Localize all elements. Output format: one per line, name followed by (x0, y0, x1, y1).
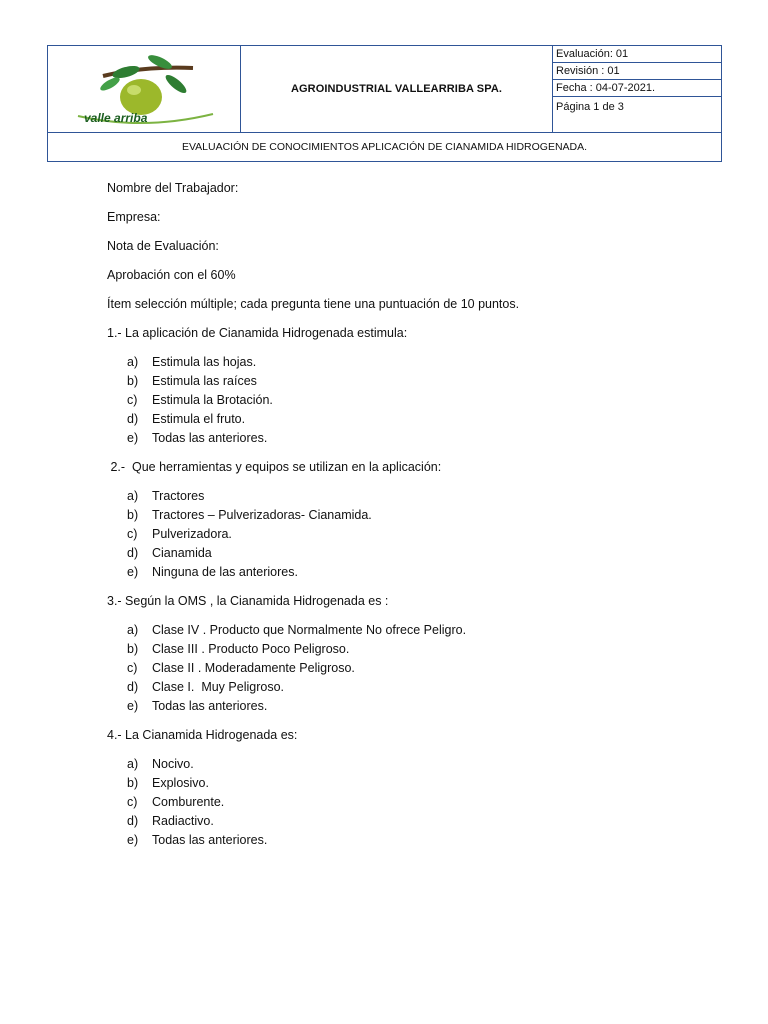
worker-name-field: Nombre del Trabajador: (107, 181, 239, 195)
option: d) Radiactivo. (127, 814, 214, 828)
approval-text: Aprobación con el 60% (107, 268, 236, 282)
document-header (47, 45, 722, 162)
option: c) Clase II . Moderadamente Peligroso. (127, 661, 355, 675)
meta-evaluation: Evaluación: 01 (553, 46, 721, 63)
option: a) Nocivo. (127, 757, 194, 771)
question-1: 1.- La aplicación de Cianamida Hidrogenada estimula: (107, 326, 408, 340)
option: d) Estimula el fruto. (127, 412, 246, 426)
meta-page: Página 1 de 3 (556, 101, 624, 113)
document-body (107, 179, 707, 860)
question-4-options (107, 755, 707, 850)
meta-date: Fecha : 04-07-2021. (553, 80, 721, 97)
option: b) Estimula las raíces (127, 374, 257, 388)
option: a) Tractores (127, 489, 205, 503)
document-title: EVALUACIÓN DE CONOCIMIENTOS APLICACIÓN DE CIANAMIDA HIDROGENADA. (48, 132, 721, 161)
meta-revision: Revisión : 01 (553, 63, 721, 80)
option: a) Estimula las hojas. (127, 355, 257, 369)
option: e) Todas las anteriores. (127, 431, 268, 445)
question-3: 3.- Según la OMS , la Cianamida Hidrogenada es : (107, 594, 389, 608)
option: c) Pulverizadora. (127, 527, 232, 541)
question-1-options (107, 353, 707, 448)
logo-cell (48, 46, 241, 132)
grade-field: Nota de Evaluación: (107, 239, 219, 253)
option: b) Tractores – Pulverizadoras- Cianamida. (127, 508, 372, 522)
option: e) Todas las anteriores. (127, 699, 268, 713)
option: e) Ninguna de las anteriores. (127, 565, 298, 579)
question-3-options (107, 621, 707, 716)
option: c) Comburente. (127, 795, 225, 809)
instructions-text: Ítem selección múltiple; cada pregunta tiene una puntuación de 10 puntos. (107, 297, 520, 311)
option: b) Clase III . Producto Poco Peligroso. (127, 642, 350, 656)
option: c) Estimula la Brotación. (127, 393, 273, 407)
company-field: Empresa: (107, 210, 161, 224)
option: b) Explosivo. (127, 776, 209, 790)
document-meta (553, 46, 721, 132)
question-2: 2.- Que herramientas y equipos se utilizan en la aplicación: (107, 460, 442, 474)
company-name: AGROINDUSTRIAL VALLEARRIBA SPA. (241, 46, 553, 132)
company-logo (48, 46, 241, 132)
logo-text: valle arriba (84, 111, 148, 125)
option: d) Cianamida (127, 546, 212, 560)
option: a) Clase IV . Producto que Normalmente No ofrece Peligro. (127, 623, 467, 637)
question-2-options (107, 487, 707, 582)
option: e) Todas las anteriores. (127, 833, 268, 847)
question-4: 4.- La Cianamida Hidrogenada es: (107, 728, 298, 742)
option: d) Clase I. Muy Peligroso. (127, 680, 284, 694)
